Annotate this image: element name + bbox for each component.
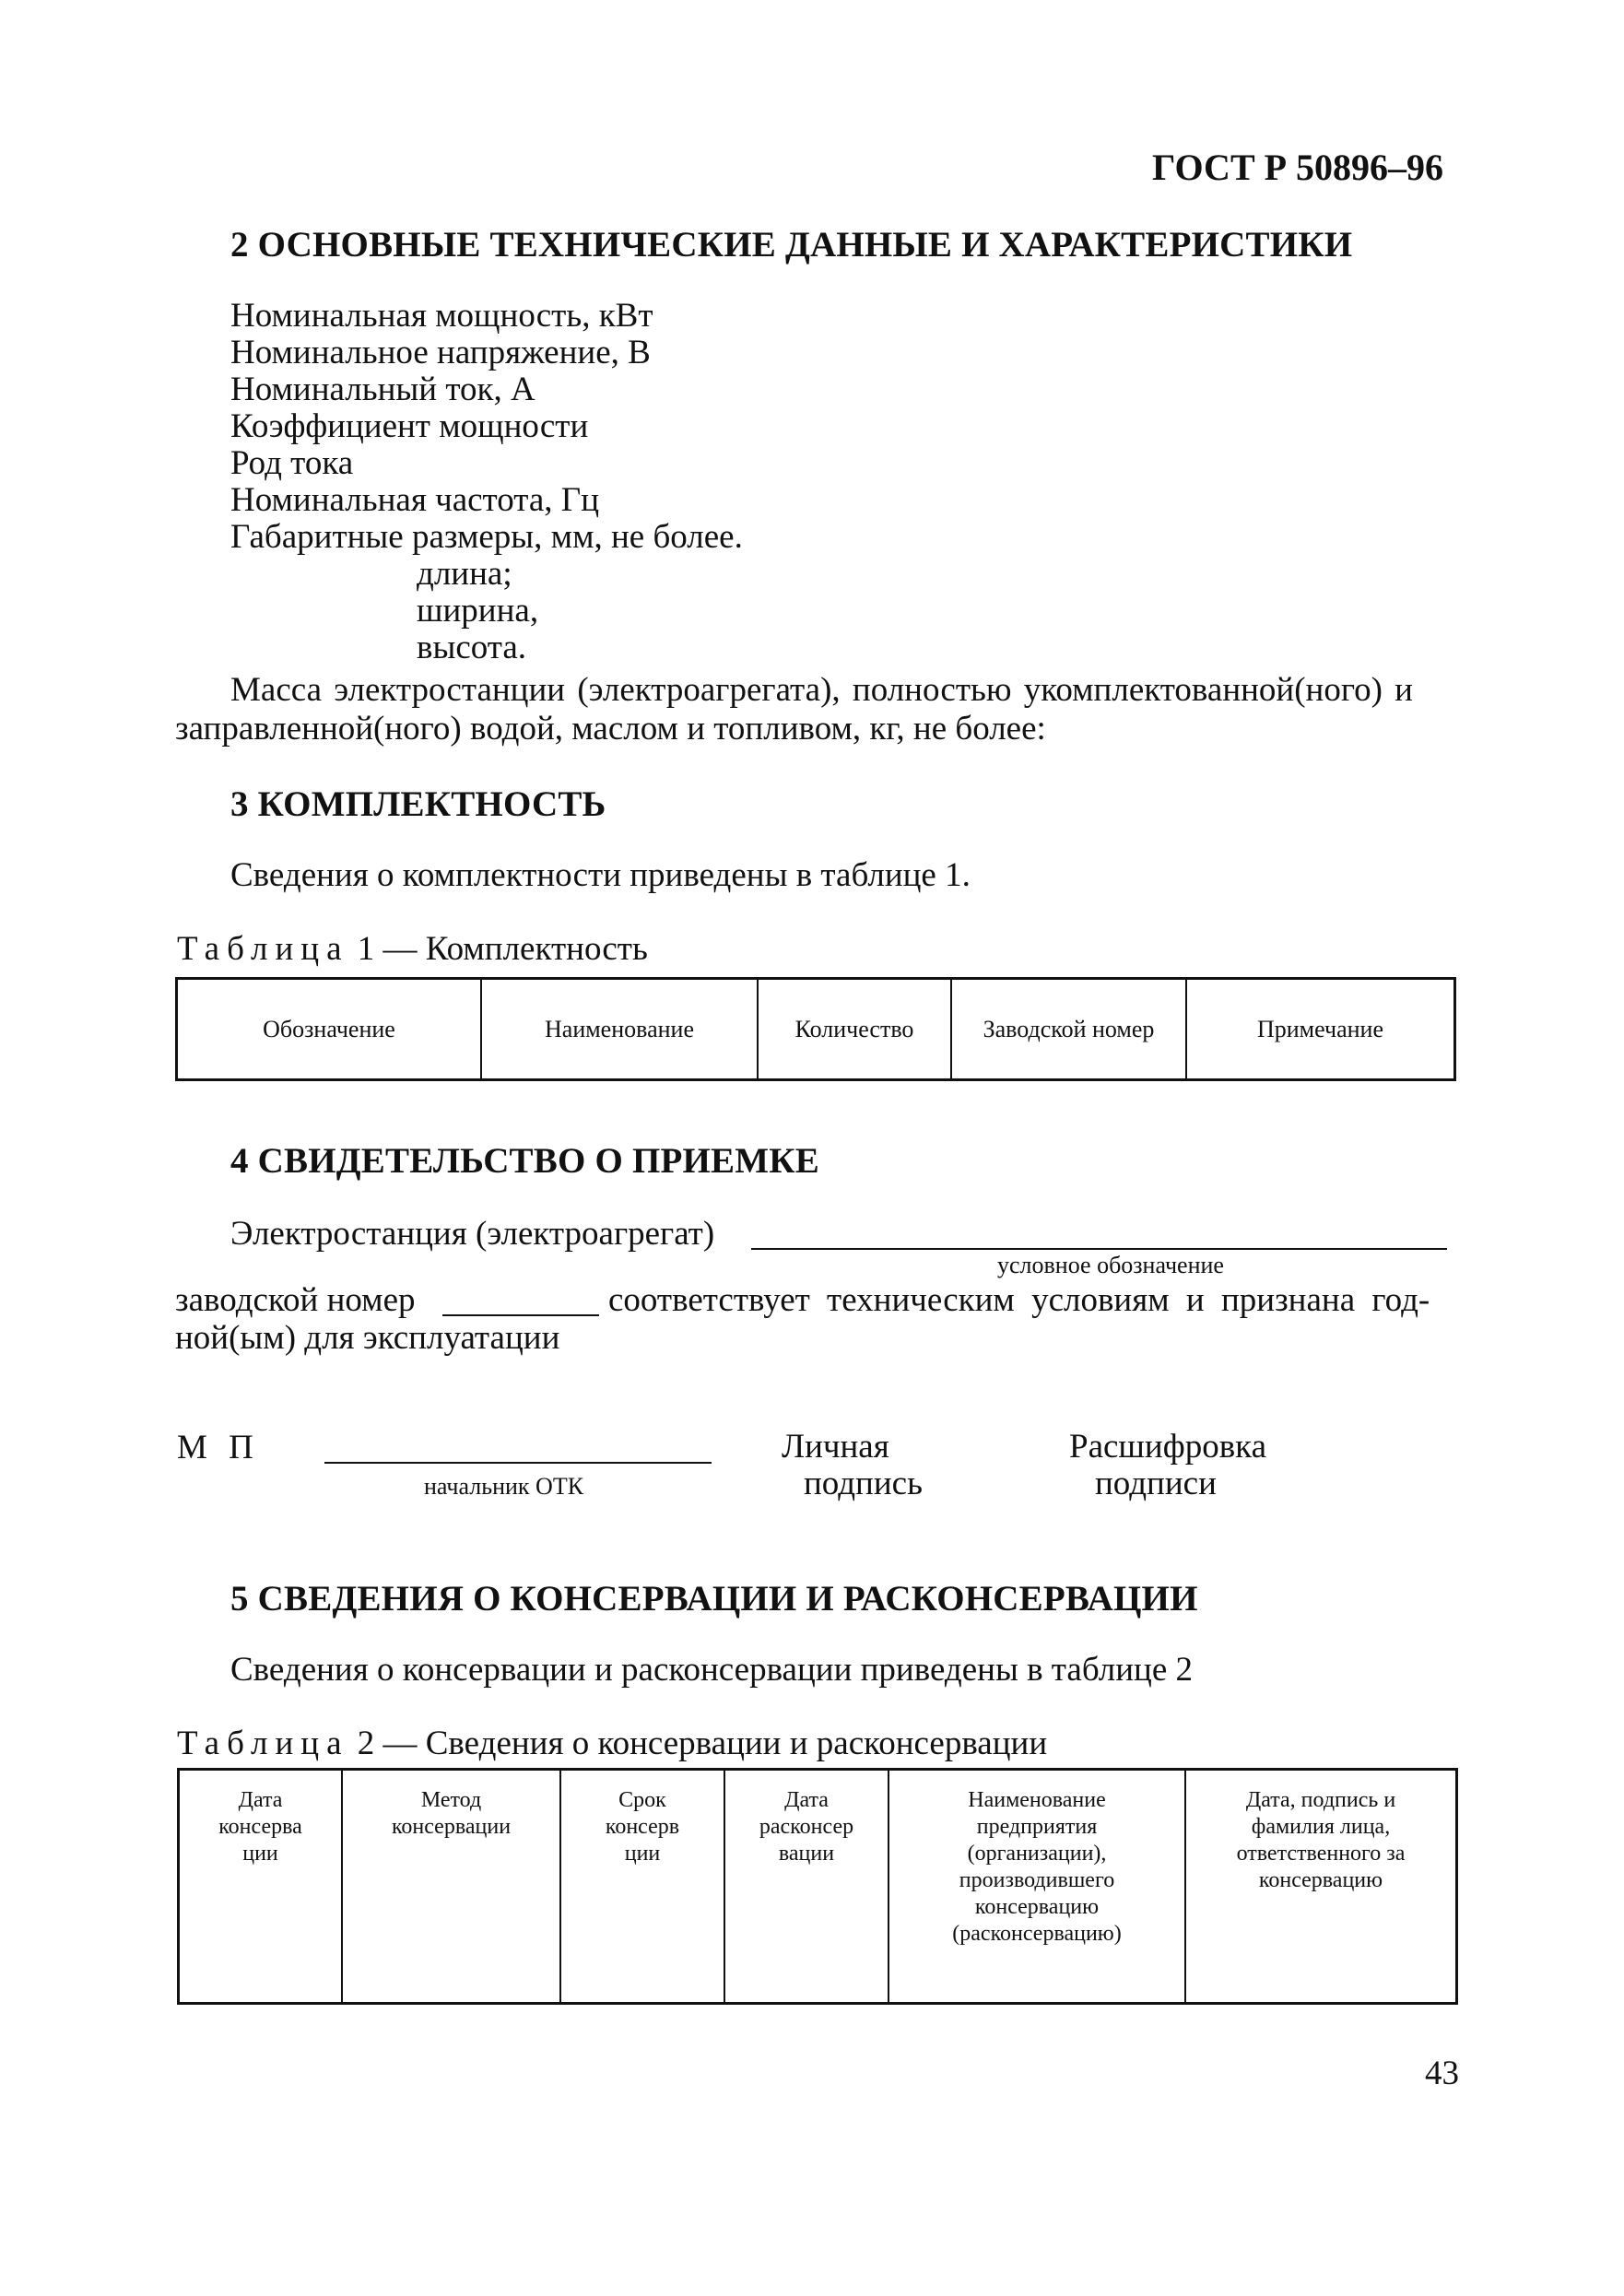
signature-label-1: Личная [782, 1428, 889, 1466]
header-line: Метод [420, 1788, 482, 1812]
header-line: фамилия лица, [1251, 1815, 1391, 1839]
header-line: Дата [238, 1788, 283, 1812]
header-line: вации [778, 1842, 835, 1866]
dimensions-list [417, 556, 538, 666]
tech-item-dimensions: Габаритные размеры, мм, не более. [230, 518, 743, 556]
section-3-intro: Сведения о комплектности приведены в таблице 1. [230, 856, 971, 894]
header-line: расконсер [759, 1815, 854, 1839]
complies-text: соответствует техническим условиям и признана год- [608, 1281, 1430, 1319]
header-line: Дата [784, 1788, 829, 1812]
header-line: Наименование [968, 1788, 1106, 1812]
section-5-title: 5 СВЕДЕНИЯ О КОНСЕРВАЦИИ И РАСКОНСЕРВАЦИИ [230, 1579, 1198, 1619]
table-1-header-name: Наименование [482, 980, 759, 1078]
section-5-intro: Сведения о консервации и расконсервации приведены в таблице 2 [230, 1651, 1193, 1689]
station-label: Электростанция (электроагрегат) [230, 1215, 715, 1253]
otk-caption: начальник ОТК [424, 1473, 584, 1500]
mass-text-line-1: Масса электростанции (электроагрегата), полностью укомплектованной(ного) и [230, 671, 1413, 709]
signature-label-2: подпись [804, 1465, 923, 1502]
stamp-label: М П [177, 1429, 253, 1466]
table-2-caption-text: 2 — Сведения о консервации и расконсервации [357, 1725, 1048, 1762]
tech-item-current-type: Род тока [230, 444, 354, 482]
header-line: (организации), [967, 1842, 1107, 1866]
header-line: предприятия [976, 1815, 1098, 1839]
serial-line [442, 1314, 599, 1316]
designation-caption: условное обозначение [997, 1252, 1224, 1278]
header-line: ответственного за [1236, 1842, 1406, 1866]
decode-label-2: подписи [1095, 1465, 1217, 1502]
section-4-title: 4 СВИДЕТЕЛЬСТВО О ПРИЕМКЕ [230, 1141, 819, 1181]
page-number: 43 [1425, 2055, 1459, 2092]
dim-width: ширина, [417, 592, 539, 630]
mass-text-line-2: заправленной(ного) водой, маслом и топливом, кг, не более: [175, 710, 1046, 748]
header-line: производившего [959, 1868, 1115, 1892]
dim-length: длина; [417, 555, 512, 593]
tech-item-current: Номинальный ток, А [230, 371, 535, 408]
table-2 [177, 1768, 1458, 2005]
header-line: (расконсервацию) [952, 1922, 1122, 1946]
tech-item-power: Номинальная мощность, кВт [230, 297, 653, 335]
header-line: Дата, подпись и [1245, 1788, 1396, 1812]
dim-height: высота. [417, 629, 527, 666]
header-line: консервацию [1258, 1868, 1383, 1892]
table-2-header-method [343, 1771, 561, 2002]
header-line: консервации [391, 1815, 512, 1839]
table-2-header-reconservation-date [725, 1771, 889, 2002]
table-2-caption-prefix: Таблица [177, 1725, 349, 1762]
section-2-title: 2 ОСНОВНЫЕ ТЕХНИЧЕСКИЕ ДАННЫЕ И ХАРАКТЕРИСТИКИ [230, 225, 1353, 265]
table-2-caption [177, 1725, 1047, 1762]
table-1-caption-text: 1 — Комплектность [357, 930, 648, 968]
header-line: консерва [218, 1815, 302, 1839]
table-2-header-conservation-date [180, 1771, 343, 2002]
table-1-header-note: Примечание [1256, 1015, 1384, 1042]
decode-label-1: Расшифровка [1069, 1428, 1266, 1466]
header-line: консервацию [974, 1895, 1100, 1919]
otk-signature-line [324, 1462, 712, 1464]
table-1-header-serial: Заводской номер [952, 980, 1187, 1078]
document-number: ГОСТ Р 50896–96 [1152, 147, 1444, 188]
designation-line [751, 1248, 1447, 1250]
header-line: ции [624, 1842, 661, 1866]
header-line: консерв [605, 1815, 680, 1839]
tech-item-frequency: Номинальная частота, Гц [230, 481, 599, 519]
table-2-header-responsible [1186, 1771, 1455, 2002]
table-1-header-designation: Обозначение [178, 980, 482, 1078]
table-2-header-term [561, 1771, 725, 2002]
tech-data-list [230, 298, 743, 556]
table-1 [175, 977, 1456, 1081]
section-3-title: 3 КОМПЛЕКТНОСТЬ [230, 784, 606, 824]
table-1-caption [177, 931, 648, 968]
table-1-caption-prefix: Таблица [177, 930, 349, 968]
serial-label: заводской номер [175, 1281, 416, 1319]
tech-item-voltage: Номинальное напряжение, В [230, 334, 651, 371]
header-line: Срок [618, 1788, 666, 1812]
table-2-header-organization [889, 1771, 1186, 2002]
tech-item-power-factor: Коэффициент мощности [230, 407, 589, 445]
header-line: ции [242, 1842, 278, 1866]
complies-text-2: ной(ым) для эксплуатации [175, 1319, 560, 1357]
table-1-header-quantity: Количество [759, 980, 952, 1078]
